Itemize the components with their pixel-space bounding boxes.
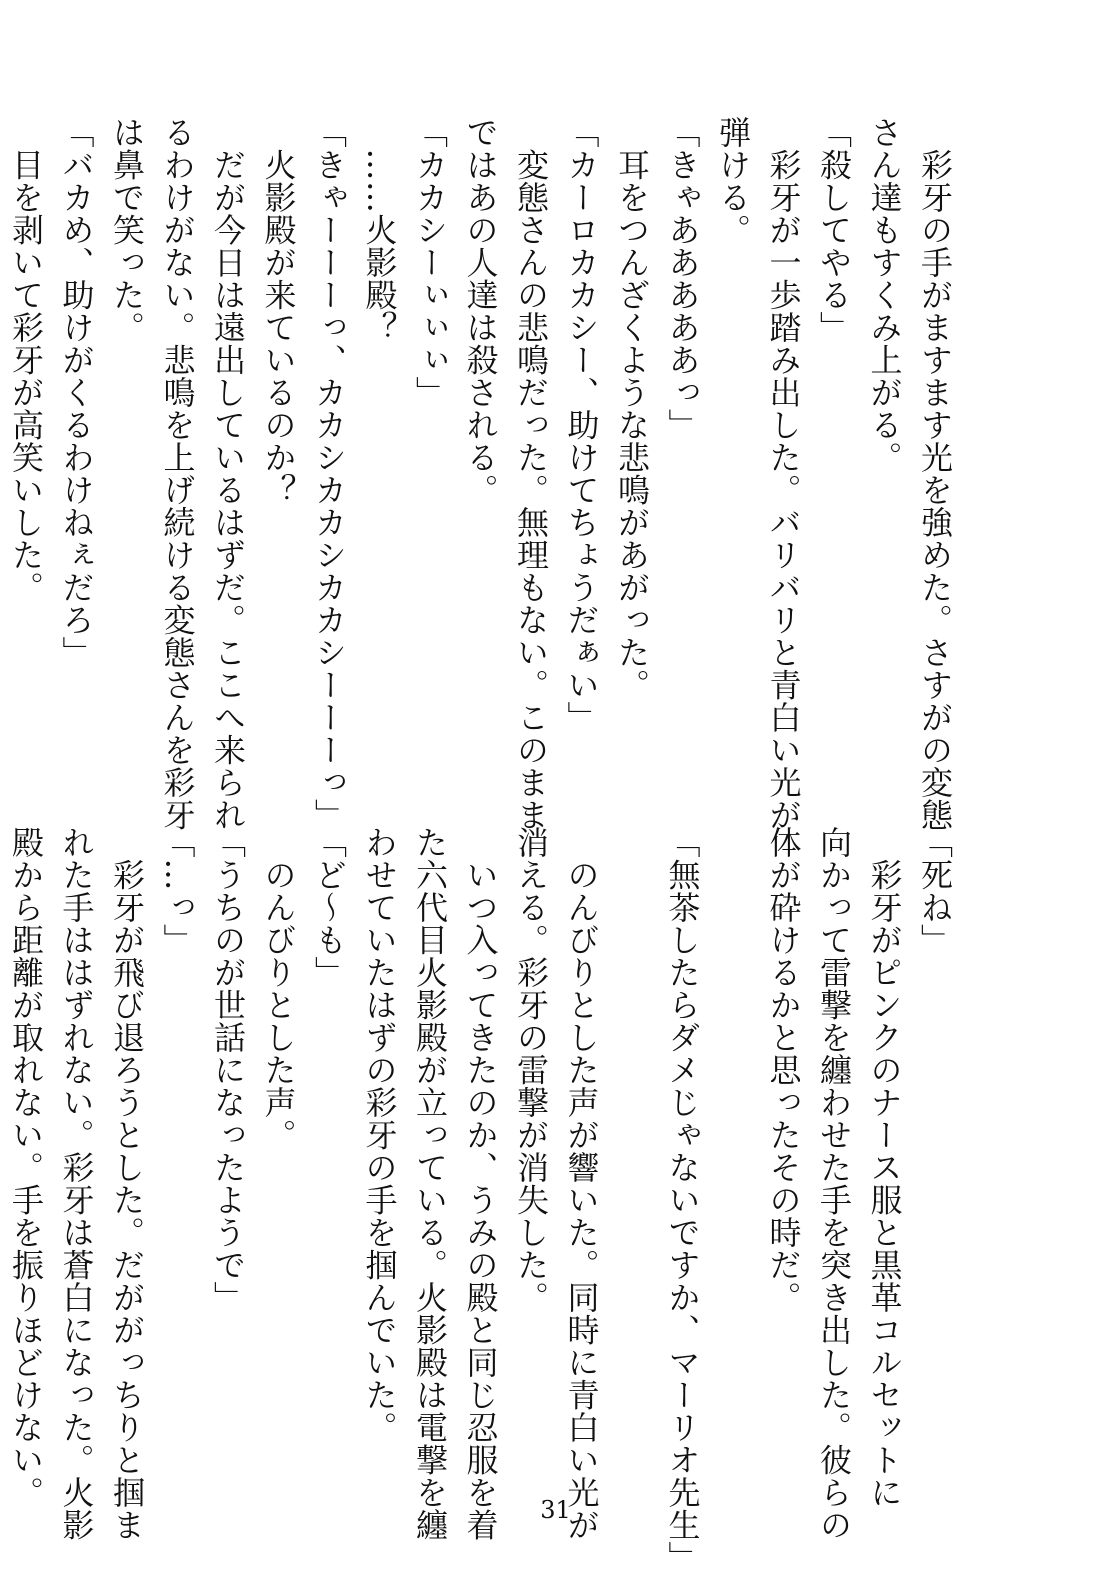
text-line: 体が砕けるかと思ったその時だ。 <box>764 826 803 1314</box>
text-line: わせていたはずの彩牙の手を掴んでいた。 <box>360 826 399 1444</box>
page-number: 31 <box>540 1496 571 1524</box>
text-line <box>708 826 759 1466</box>
text-line: 消える。彩牙の雷撃が消失した。 <box>512 826 550 1314</box>
text-line: 弾ける。 <box>714 116 752 246</box>
text-line: 「うちのが世話になったようで」 <box>209 826 247 1314</box>
text-line: 彩牙が一歩踏み出した。バリバリと青白い光が <box>764 116 803 831</box>
text-line: のんびりとした声が響いた。同時に青白い光が <box>562 826 601 1541</box>
text-line: 彩牙が飛び退ろうとした。だががっちりと掴ま <box>108 826 146 1541</box>
text-line: は鼻で笑った。 <box>108 116 146 344</box>
text-block-top <box>7 116 960 831</box>
text-line: 「カカシーぃぃぃ」 <box>411 116 449 409</box>
text-line: れた手ははずれない。彩牙は蒼白になった。火影 <box>57 826 96 1541</box>
text-line: ……火影殿？ <box>360 116 399 344</box>
text-line: 「カーロカカシー、助けてちょうだぁい」 <box>562 116 601 734</box>
text-line: 彩牙の手がますます光を強めた。さすがの変態 <box>916 116 954 831</box>
text-line: 殿から距離が取れない。手を振りほどけない。 <box>7 826 45 1509</box>
text-line: 目を剥いて彩牙が高笑いした。 <box>7 116 45 604</box>
text-line: 「殺してやる」 <box>815 116 853 344</box>
text-line: 変態さんの悲鳴だった。無理もない。このまま <box>512 116 550 831</box>
text-line: だが今日は遠出しているはずだ。ここへ来られ <box>209 116 247 831</box>
text-line: た六代目火影殿が立っている。火影殿は電撃を纏 <box>411 826 449 1541</box>
text-line: 「ど〜も」 <box>310 826 348 989</box>
text-line: 耳をつんざくような悲鳴があがった。 <box>613 116 651 701</box>
text-line: 「きゃーーーっ、カカシカカシカカシーーーっ」 <box>310 116 348 831</box>
text-line: るわけがない。悲鳴を上げ続ける変態さんを彩牙 <box>158 116 197 831</box>
text-line: 「きゃあああああっ」 <box>663 116 702 441</box>
text-line: 「バカめ、助けがくるわけねぇだろ」 <box>57 116 96 669</box>
text-line: 彩牙がピンクのナース服と黒革コルセットに <box>865 826 904 1509</box>
text-line: 「…っ」 <box>158 826 197 956</box>
text-line: いつ入ってきたのか、うみの殿と同じ忍服を着 <box>461 826 500 1541</box>
text-line: さん達もすくみ上がる。 <box>865 116 904 474</box>
text-line: のんびりとした声。 <box>259 826 298 1151</box>
text-line: 「無茶したらダメじゃないですか、マーリオ先生」 <box>663 826 702 1574</box>
text-line: 向かって雷撃を纏わせた手を突き出した。彼らの <box>815 826 853 1541</box>
text-line: 火影殿が来ているのか？ <box>259 116 298 506</box>
text-line: 「死ね」 <box>916 826 954 956</box>
text-line: ではあの人達は殺される。 <box>461 116 500 506</box>
text-line <box>607 826 658 1466</box>
